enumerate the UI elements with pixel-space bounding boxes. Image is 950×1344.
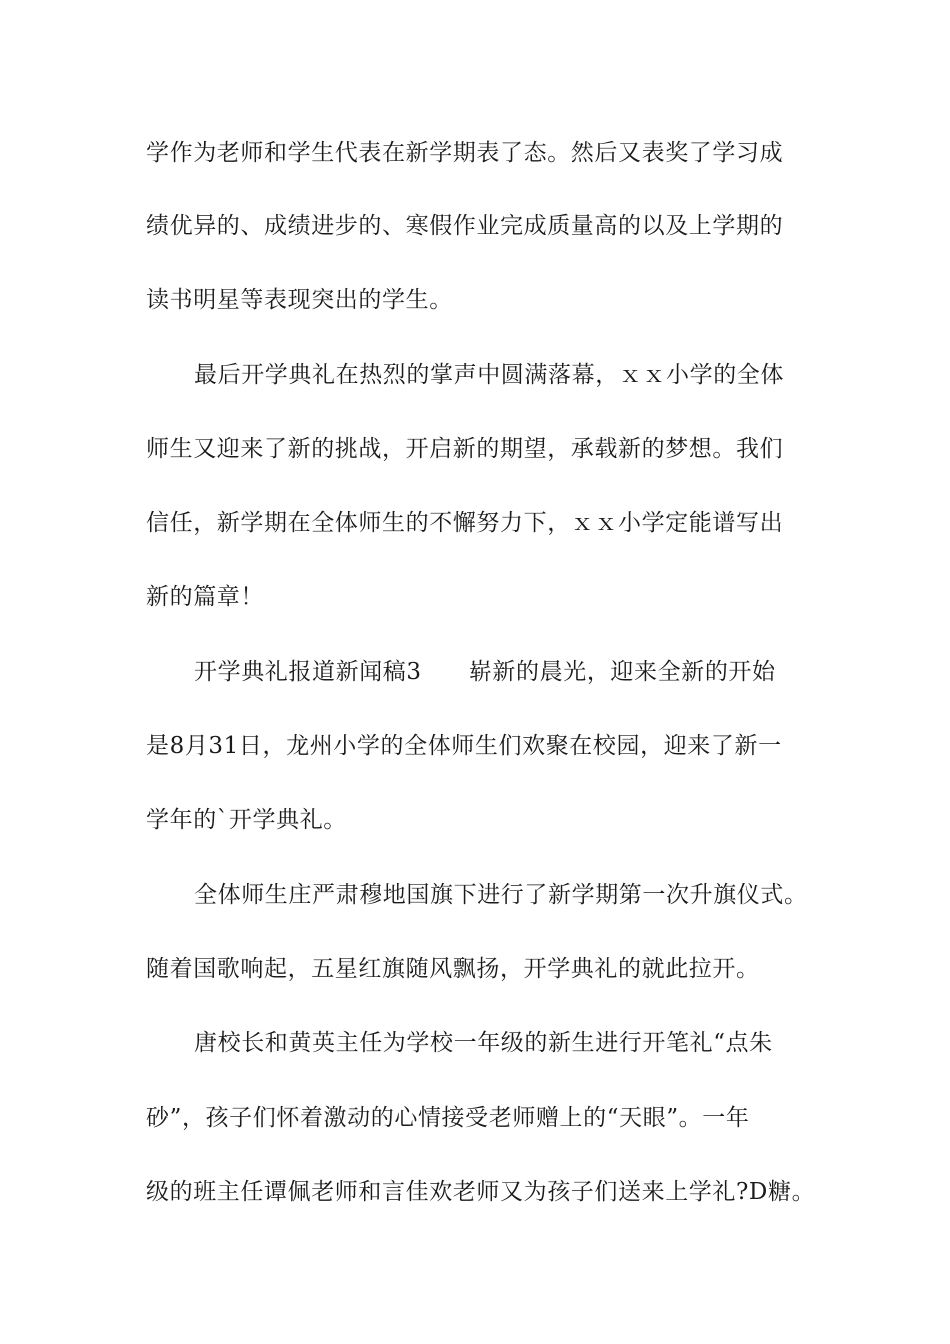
text-line: 绩优异的、成绩进步的、寒假作业完成质量高的以及上学期的 [146,213,784,239]
paragraph-start-line: 全体师生庄严肃穆地国旗下进行了新学期第一次升旗仪式。 [194,882,808,908]
text-line: 师生又迎来了新的挑战，开启新的期望，承载新的梦想。我们 [146,436,784,462]
paragraph-start-line: 唐校长和黄英主任为学校一年级的新生进行开笔礼“点朱 [194,1030,773,1056]
text-line: 随着国歌响起，五星红旗随风飘扬，开学典礼的就此拉开。 [146,956,760,982]
text-line: 是8月31日，龙州小学的全体师生们欢聚在校园，迎来了新一 [146,733,782,759]
text-line: 级的班主任谭佩老师和言佳欢老师又为孩子们送来上学礼?D糖。 [146,1179,816,1205]
text-line: 读书明星等表现突出的学生。 [146,287,453,313]
text-line: 新的篇章！ [146,584,264,610]
text-line: 砂”，孩子们怀着激动的心情接受老师赠上的“天眼”。一年 [146,1105,750,1131]
text-line: 学作为老师和学生代表在新学期表了态。然后又表奖了学习成 [146,140,784,166]
text-line: 信任，新学期在全体师生的不懈努力下，ｘｘ小学定能谱写出 [146,510,784,536]
paragraph-start-line: 开学典礼报道新闻稿3 崭新的晨光，迎来全新的开始 [194,659,776,685]
paragraph-start-line: 最后开学典礼在热烈的掌声中圆满落幕，ｘｘ小学的全体 [194,362,784,388]
text-line: 学年的`开学典礼。 [146,807,347,833]
